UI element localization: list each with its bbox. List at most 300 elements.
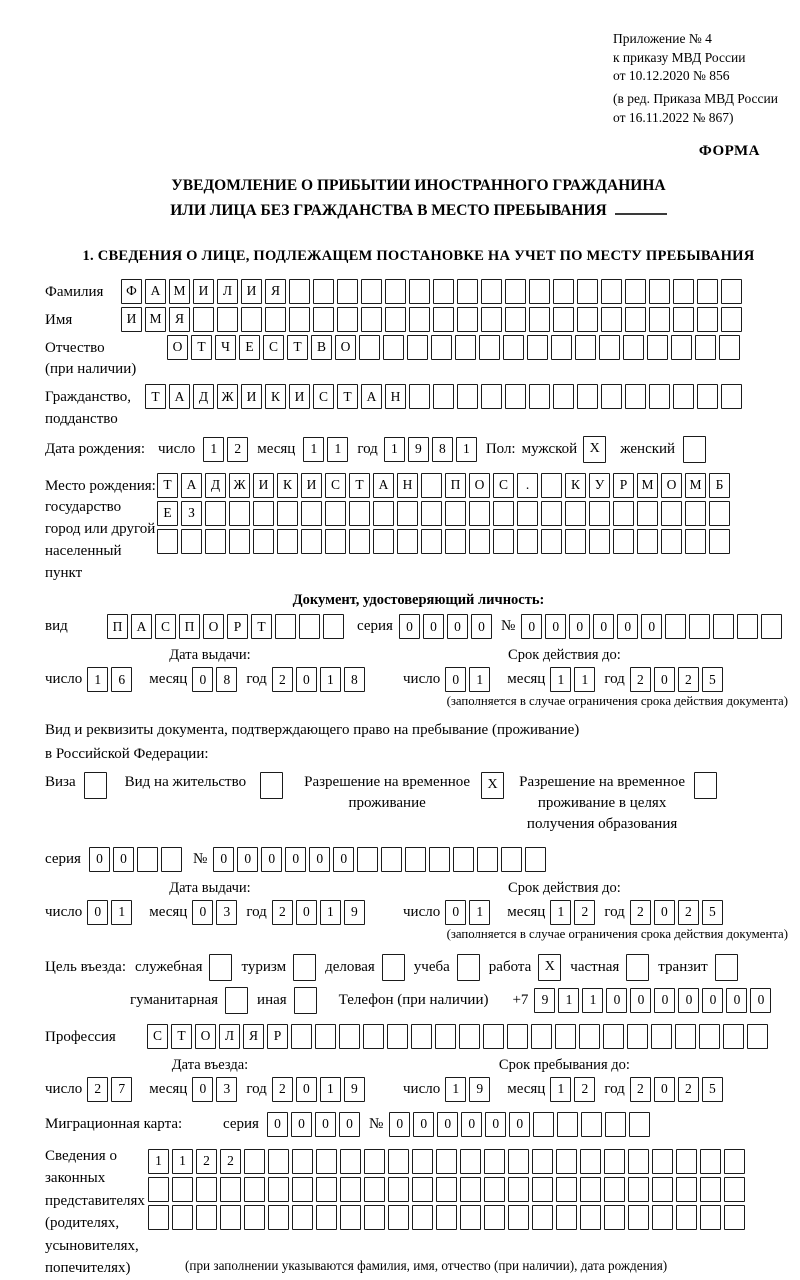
char-cell[interactable]	[337, 307, 358, 332]
char-cell[interactable]	[433, 279, 454, 304]
char-cell[interactable]	[581, 1112, 602, 1137]
char-cell[interactable]: 9	[408, 437, 429, 462]
char-cell[interactable]: 0	[237, 847, 258, 872]
char-cell[interactable]: И	[289, 384, 310, 409]
char-cell[interactable]	[484, 1205, 505, 1230]
char-cell[interactable]	[557, 1112, 578, 1137]
char-cell[interactable]	[697, 279, 718, 304]
char-cell[interactable]	[531, 1024, 552, 1049]
char-cell[interactable]	[364, 1177, 385, 1202]
char-cell[interactable]: 0	[192, 667, 213, 692]
char-cell[interactable]	[445, 501, 466, 526]
char-cell[interactable]: 0	[389, 1112, 410, 1137]
char-cell[interactable]	[493, 529, 514, 554]
purpose-private-checkbox[interactable]	[626, 954, 649, 981]
char-cell[interactable]	[493, 501, 514, 526]
char-cell[interactable]	[553, 307, 574, 332]
stay-day-cells[interactable]	[445, 1077, 493, 1102]
char-cell[interactable]	[481, 279, 502, 304]
char-cell[interactable]	[244, 1177, 265, 1202]
char-cell[interactable]	[605, 1112, 626, 1137]
char-cell[interactable]: Е	[157, 501, 178, 526]
char-cell[interactable]: 0	[630, 988, 651, 1013]
char-cell[interactable]	[529, 384, 550, 409]
char-cell[interactable]	[671, 335, 692, 360]
char-cell[interactable]: 1	[558, 988, 579, 1013]
char-cell[interactable]: 0	[309, 847, 330, 872]
char-cell[interactable]	[457, 307, 478, 332]
temp-residence-permit-checkbox[interactable]: X	[481, 772, 504, 799]
char-cell[interactable]: 0	[285, 847, 306, 872]
char-cell[interactable]	[713, 614, 734, 639]
char-cell[interactable]: А	[361, 384, 382, 409]
char-cell[interactable]	[577, 307, 598, 332]
char-cell[interactable]	[407, 335, 428, 360]
char-cell[interactable]	[359, 335, 380, 360]
char-cell[interactable]	[661, 529, 682, 554]
char-cell[interactable]: Т	[145, 384, 166, 409]
char-cell[interactable]	[507, 1024, 528, 1049]
res-issue-day-cells[interactable]	[87, 900, 135, 925]
char-cell[interactable]	[532, 1177, 553, 1202]
char-cell[interactable]	[723, 1024, 744, 1049]
char-cell[interactable]	[675, 1024, 696, 1049]
char-cell[interactable]: 2	[678, 900, 699, 925]
char-cell[interactable]	[172, 1205, 193, 1230]
char-cell[interactable]	[505, 307, 526, 332]
char-cell[interactable]	[412, 1205, 433, 1230]
char-cell[interactable]	[289, 279, 310, 304]
char-cell[interactable]	[453, 847, 474, 872]
char-cell[interactable]	[556, 1177, 577, 1202]
char-cell[interactable]	[580, 1177, 601, 1202]
char-cell[interactable]	[289, 307, 310, 332]
char-cell[interactable]: С	[325, 473, 346, 498]
char-cell[interactable]	[700, 1149, 721, 1174]
citizenship-cells[interactable]	[145, 384, 745, 409]
char-cell[interactable]	[761, 614, 782, 639]
res-expiry-year-cells[interactable]	[630, 900, 726, 925]
char-cell[interactable]: 0	[267, 1112, 288, 1137]
char-cell[interactable]	[301, 529, 322, 554]
char-cell[interactable]: 0	[413, 1112, 434, 1137]
char-cell[interactable]: 0	[654, 988, 675, 1013]
char-cell[interactable]: 9	[534, 988, 555, 1013]
char-cell[interactable]	[277, 501, 298, 526]
char-cell[interactable]	[532, 1149, 553, 1174]
char-cell[interactable]: П	[107, 614, 128, 639]
char-cell[interactable]	[695, 335, 716, 360]
birthplace-row-2[interactable]	[157, 501, 733, 526]
char-cell[interactable]	[689, 614, 710, 639]
char-cell[interactable]: А	[145, 279, 166, 304]
char-cell[interactable]	[381, 847, 402, 872]
char-cell[interactable]	[483, 1024, 504, 1049]
char-cell[interactable]: С	[155, 614, 176, 639]
char-cell[interactable]	[385, 279, 406, 304]
char-cell[interactable]	[181, 529, 202, 554]
char-cell[interactable]	[649, 279, 670, 304]
char-cell[interactable]	[229, 529, 250, 554]
char-cell[interactable]: П	[445, 473, 466, 498]
char-cell[interactable]	[429, 847, 450, 872]
char-cell[interactable]: 8	[344, 667, 365, 692]
char-cell[interactable]	[719, 335, 740, 360]
birthplace-row-3[interactable]	[157, 529, 733, 554]
char-cell[interactable]	[340, 1177, 361, 1202]
char-cell[interactable]: 0	[641, 614, 662, 639]
char-cell[interactable]	[676, 1177, 697, 1202]
char-cell[interactable]	[625, 307, 646, 332]
char-cell[interactable]	[397, 529, 418, 554]
char-cell[interactable]: 0	[593, 614, 614, 639]
res-number-cells[interactable]	[213, 847, 549, 872]
char-cell[interactable]: 1	[469, 900, 490, 925]
char-cell[interactable]: К	[277, 473, 298, 498]
char-cell[interactable]: 1	[456, 437, 477, 462]
char-cell[interactable]: 1	[320, 667, 341, 692]
char-cell[interactable]	[385, 307, 406, 332]
char-cell[interactable]	[268, 1149, 289, 1174]
char-cell[interactable]: О	[335, 335, 356, 360]
reps-row-1[interactable]	[148, 1149, 748, 1174]
char-cell[interactable]: 7	[111, 1077, 132, 1102]
char-cell[interactable]	[455, 335, 476, 360]
purpose-transit-checkbox[interactable]	[715, 954, 738, 981]
char-cell[interactable]	[196, 1177, 217, 1202]
mc-number-cells[interactable]	[389, 1112, 653, 1137]
char-cell[interactable]: 5	[702, 667, 723, 692]
char-cell[interactable]	[637, 529, 658, 554]
issue-day-cells[interactable]	[87, 667, 135, 692]
char-cell[interactable]: Т	[287, 335, 308, 360]
char-cell[interactable]	[676, 1149, 697, 1174]
char-cell[interactable]: Ж	[229, 473, 250, 498]
char-cell[interactable]	[291, 1024, 312, 1049]
char-cell[interactable]	[541, 473, 562, 498]
char-cell[interactable]	[421, 473, 442, 498]
char-cell[interactable]: 0	[296, 1077, 317, 1102]
birth-day-cells[interactable]	[203, 437, 251, 462]
char-cell[interactable]: И	[241, 384, 262, 409]
char-cell[interactable]	[628, 1177, 649, 1202]
char-cell[interactable]: 2	[87, 1077, 108, 1102]
char-cell[interactable]: 1	[550, 667, 571, 692]
char-cell[interactable]	[148, 1177, 169, 1202]
char-cell[interactable]: К	[565, 473, 586, 498]
char-cell[interactable]	[532, 1205, 553, 1230]
char-cell[interactable]	[292, 1205, 313, 1230]
purpose-official-checkbox[interactable]	[209, 954, 232, 981]
char-cell[interactable]: 1	[87, 667, 108, 692]
char-cell[interactable]: .	[517, 473, 538, 498]
char-cell[interactable]	[265, 307, 286, 332]
char-cell[interactable]	[217, 307, 238, 332]
char-cell[interactable]: Я	[265, 279, 286, 304]
phone-cells[interactable]	[534, 988, 774, 1013]
char-cell[interactable]: А	[169, 384, 190, 409]
char-cell[interactable]: 2	[630, 1077, 651, 1102]
char-cell[interactable]	[579, 1024, 600, 1049]
char-cell[interactable]: Т	[251, 614, 272, 639]
char-cell[interactable]: И	[121, 307, 142, 332]
char-cell[interactable]: Ф	[121, 279, 142, 304]
char-cell[interactable]: 0	[654, 667, 675, 692]
sex-female-checkbox[interactable]	[683, 436, 706, 463]
profession-cells[interactable]	[147, 1024, 771, 1049]
char-cell[interactable]	[697, 307, 718, 332]
char-cell[interactable]	[161, 847, 182, 872]
mc-series-cells[interactable]	[267, 1112, 363, 1137]
char-cell[interactable]	[700, 1205, 721, 1230]
char-cell[interactable]	[364, 1205, 385, 1230]
char-cell[interactable]	[565, 529, 586, 554]
char-cell[interactable]	[409, 384, 430, 409]
char-cell[interactable]: Р	[227, 614, 248, 639]
doc-number-cells[interactable]	[521, 614, 785, 639]
entry-month-cells[interactable]	[192, 1077, 240, 1102]
char-cell[interactable]	[517, 529, 538, 554]
char-cell[interactable]	[651, 1024, 672, 1049]
char-cell[interactable]	[387, 1024, 408, 1049]
char-cell[interactable]	[412, 1149, 433, 1174]
char-cell[interactable]	[541, 501, 562, 526]
char-cell[interactable]	[556, 1205, 577, 1230]
char-cell[interactable]	[313, 307, 334, 332]
char-cell[interactable]: 0	[261, 847, 282, 872]
char-cell[interactable]: 2	[220, 1149, 241, 1174]
char-cell[interactable]: 1	[384, 437, 405, 462]
char-cell[interactable]: 6	[111, 667, 132, 692]
char-cell[interactable]	[405, 847, 426, 872]
char-cell[interactable]	[721, 279, 742, 304]
char-cell[interactable]	[373, 501, 394, 526]
char-cell[interactable]	[316, 1177, 337, 1202]
char-cell[interactable]	[277, 529, 298, 554]
char-cell[interactable]	[349, 501, 370, 526]
char-cell[interactable]: Т	[171, 1024, 192, 1049]
char-cell[interactable]	[340, 1205, 361, 1230]
char-cell[interactable]	[601, 384, 622, 409]
issue-month-cells[interactable]	[192, 667, 240, 692]
char-cell[interactable]: Е	[239, 335, 260, 360]
surname-cells[interactable]	[121, 279, 745, 304]
char-cell[interactable]	[505, 279, 526, 304]
char-cell[interactable]: 0	[87, 900, 108, 925]
char-cell[interactable]: 0	[471, 614, 492, 639]
char-cell[interactable]	[241, 307, 262, 332]
char-cell[interactable]: 1	[320, 900, 341, 925]
char-cell[interactable]	[268, 1205, 289, 1230]
char-cell[interactable]	[501, 847, 522, 872]
char-cell[interactable]: 0	[296, 667, 317, 692]
char-cell[interactable]: Р	[267, 1024, 288, 1049]
char-cell[interactable]: М	[169, 279, 190, 304]
char-cell[interactable]: 8	[432, 437, 453, 462]
char-cell[interactable]	[589, 501, 610, 526]
char-cell[interactable]	[383, 335, 404, 360]
char-cell[interactable]: 0	[606, 988, 627, 1013]
purpose-study-checkbox[interactable]	[457, 954, 480, 981]
char-cell[interactable]: М	[685, 473, 706, 498]
char-cell[interactable]: К	[265, 384, 286, 409]
char-cell[interactable]: У	[589, 473, 610, 498]
char-cell[interactable]	[397, 501, 418, 526]
char-cell[interactable]: 2	[630, 900, 651, 925]
expiry-day-cells[interactable]	[445, 667, 493, 692]
char-cell[interactable]: 0	[89, 847, 110, 872]
char-cell[interactable]: Р	[613, 473, 634, 498]
char-cell[interactable]	[361, 307, 382, 332]
char-cell[interactable]: 0	[315, 1112, 336, 1137]
char-cell[interactable]: Н	[385, 384, 406, 409]
birth-year-cells[interactable]	[384, 437, 480, 462]
char-cell[interactable]	[604, 1205, 625, 1230]
char-cell[interactable]	[700, 1177, 721, 1202]
char-cell[interactable]	[628, 1205, 649, 1230]
char-cell[interactable]: 9	[344, 900, 365, 925]
char-cell[interactable]: 0	[113, 847, 134, 872]
char-cell[interactable]: 0	[333, 847, 354, 872]
char-cell[interactable]	[508, 1205, 529, 1230]
char-cell[interactable]	[575, 335, 596, 360]
char-cell[interactable]: 1	[327, 437, 348, 462]
stay-year-cells[interactable]	[630, 1077, 726, 1102]
char-cell[interactable]: 0	[399, 614, 420, 639]
char-cell[interactable]	[315, 1024, 336, 1049]
char-cell[interactable]	[629, 1112, 650, 1137]
char-cell[interactable]	[661, 501, 682, 526]
char-cell[interactable]	[676, 1205, 697, 1230]
char-cell[interactable]	[599, 335, 620, 360]
char-cell[interactable]: И	[301, 473, 322, 498]
char-cell[interactable]	[388, 1149, 409, 1174]
char-cell[interactable]	[601, 307, 622, 332]
char-cell[interactable]	[525, 847, 546, 872]
char-cell[interactable]	[205, 501, 226, 526]
char-cell[interactable]	[388, 1177, 409, 1202]
char-cell[interactable]	[484, 1149, 505, 1174]
doc-series-cells[interactable]	[399, 614, 495, 639]
char-cell[interactable]	[541, 529, 562, 554]
char-cell[interactable]	[673, 279, 694, 304]
char-cell[interactable]	[673, 384, 694, 409]
char-cell[interactable]	[460, 1177, 481, 1202]
char-cell[interactable]	[361, 279, 382, 304]
char-cell[interactable]: 0	[509, 1112, 530, 1137]
char-cell[interactable]	[603, 1024, 624, 1049]
char-cell[interactable]: М	[145, 307, 166, 332]
char-cell[interactable]	[479, 335, 500, 360]
char-cell[interactable]	[580, 1205, 601, 1230]
purpose-business-checkbox[interactable]	[382, 954, 405, 981]
char-cell[interactable]	[685, 529, 706, 554]
char-cell[interactable]: 0	[192, 900, 213, 925]
char-cell[interactable]: Л	[217, 279, 238, 304]
char-cell[interactable]	[460, 1149, 481, 1174]
char-cell[interactable]: Т	[157, 473, 178, 498]
char-cell[interactable]	[577, 384, 598, 409]
char-cell[interactable]	[244, 1149, 265, 1174]
char-cell[interactable]	[601, 279, 622, 304]
res-expiry-month-cells[interactable]	[550, 900, 598, 925]
char-cell[interactable]: 0	[339, 1112, 360, 1137]
char-cell[interactable]	[137, 847, 158, 872]
visa-checkbox[interactable]	[84, 772, 107, 799]
char-cell[interactable]	[301, 501, 322, 526]
char-cell[interactable]: 2	[630, 667, 651, 692]
char-cell[interactable]	[292, 1149, 313, 1174]
char-cell[interactable]	[553, 279, 574, 304]
char-cell[interactable]	[685, 501, 706, 526]
char-cell[interactable]: 8	[216, 667, 237, 692]
name-cells[interactable]	[121, 307, 745, 332]
char-cell[interactable]	[325, 529, 346, 554]
char-cell[interactable]: Я	[243, 1024, 264, 1049]
char-cell[interactable]	[747, 1024, 768, 1049]
char-cell[interactable]: 0	[461, 1112, 482, 1137]
char-cell[interactable]	[553, 384, 574, 409]
char-cell[interactable]: 1	[582, 988, 603, 1013]
char-cell[interactable]	[517, 501, 538, 526]
char-cell[interactable]: 0	[445, 900, 466, 925]
birth-month-cells[interactable]	[303, 437, 351, 462]
char-cell[interactable]	[737, 614, 758, 639]
issue-year-cells[interactable]	[272, 667, 368, 692]
char-cell[interactable]	[724, 1149, 745, 1174]
char-cell[interactable]	[316, 1205, 337, 1230]
doc-kind-cells[interactable]	[107, 614, 347, 639]
char-cell[interactable]	[193, 307, 214, 332]
char-cell[interactable]: 0	[423, 614, 444, 639]
char-cell[interactable]: 2	[678, 1077, 699, 1102]
res-series-cells[interactable]	[89, 847, 185, 872]
char-cell[interactable]	[647, 335, 668, 360]
expiry-year-cells[interactable]	[630, 667, 726, 692]
char-cell[interactable]	[709, 529, 730, 554]
char-cell[interactable]	[628, 1149, 649, 1174]
char-cell[interactable]	[604, 1149, 625, 1174]
char-cell[interactable]: 2	[227, 437, 248, 462]
char-cell[interactable]	[551, 335, 572, 360]
char-cell[interactable]: 0	[617, 614, 638, 639]
char-cell[interactable]: И	[241, 279, 262, 304]
char-cell[interactable]	[469, 501, 490, 526]
char-cell[interactable]: 0	[654, 900, 675, 925]
char-cell[interactable]: С	[313, 384, 334, 409]
char-cell[interactable]	[721, 307, 742, 332]
char-cell[interactable]	[649, 384, 670, 409]
reps-row-2[interactable]	[148, 1177, 748, 1202]
char-cell[interactable]: Д	[193, 384, 214, 409]
char-cell[interactable]: 1	[320, 1077, 341, 1102]
char-cell[interactable]	[533, 1112, 554, 1137]
char-cell[interactable]: 0	[750, 988, 771, 1013]
char-cell[interactable]: 1	[574, 667, 595, 692]
char-cell[interactable]	[469, 529, 490, 554]
res-issue-year-cells[interactable]	[272, 900, 368, 925]
char-cell[interactable]: 0	[702, 988, 723, 1013]
patronymic-cells[interactable]	[167, 335, 743, 360]
char-cell[interactable]	[412, 1177, 433, 1202]
char-cell[interactable]	[349, 529, 370, 554]
temp-permit-education-checkbox[interactable]	[694, 772, 717, 799]
char-cell[interactable]: В	[311, 335, 332, 360]
char-cell[interactable]: 1	[445, 1077, 466, 1102]
char-cell[interactable]	[292, 1177, 313, 1202]
char-cell[interactable]: 0	[654, 1077, 675, 1102]
char-cell[interactable]: А	[373, 473, 394, 498]
